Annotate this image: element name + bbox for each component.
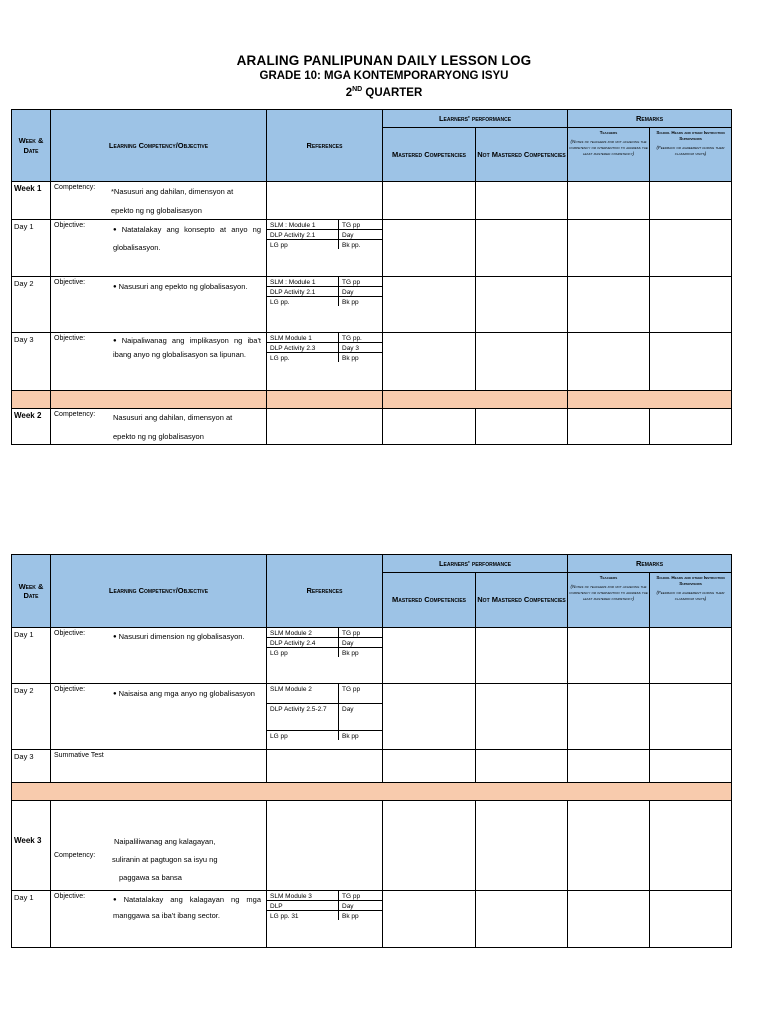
table-row (12, 801, 732, 891)
ref-item: DLP Activity 2.5-2.7 (267, 703, 339, 730)
competency-line: paggawa sa bansa (119, 873, 182, 882)
references-cell (267, 628, 383, 684)
ref-item: TG pp (339, 220, 383, 230)
day-label: Day 2 (12, 277, 51, 333)
teachers-note: (Notes of teachers for not achieving the competency or intervention to address the least mastered competency) (569, 139, 648, 157)
competency-line: epekto ng ng globalisasyon (113, 432, 204, 441)
ref-item: Bk pp (342, 732, 359, 740)
ref-item: Day (339, 638, 383, 648)
ref-item: TG pp (339, 684, 383, 703)
ref-item: Day (339, 901, 383, 911)
objective-value: Natatalakay ang konsepto at anyo ng globalisasyon. (113, 225, 261, 252)
ref-item: LG pp. 31 (267, 911, 339, 921)
ref-item: Bk pp (342, 355, 359, 362)
ref-item: DLP Activity 2.3 (267, 343, 339, 353)
header-week-date: Week & Date (12, 110, 51, 182)
day-label: Day 3 (12, 333, 51, 391)
objective-cell (51, 628, 267, 684)
summative-test-label: Summative Test (54, 752, 104, 759)
heads-note: (Feedback or agreement during their classroom visits) (656, 590, 725, 602)
day-label: Day 1 (12, 891, 51, 948)
header-not-mastered: Not Mastered Competencies (476, 128, 568, 182)
objective-cell (51, 277, 267, 333)
competency-cell (51, 182, 267, 220)
objective-text (113, 628, 261, 646)
table-row (12, 333, 732, 391)
teachers-label: Teachers (599, 130, 618, 135)
ref-item: TG pp (339, 628, 383, 638)
day-label: Day 1 (12, 628, 51, 684)
ref-item: Bk pp (342, 913, 359, 920)
ref-item: SLM Module 3 (267, 891, 339, 901)
ref-item: Day (339, 703, 383, 730)
ref-item: SLM Module 1 (267, 333, 339, 343)
competency-cell (51, 409, 267, 445)
header-mastered: Mastered Competencies (383, 128, 476, 182)
bullet-icon (113, 225, 122, 234)
ref-item: DLP Activity 2.4 (267, 638, 339, 648)
objective-cell (51, 684, 267, 750)
ref-item: LG pp (267, 648, 339, 658)
header-references: References (267, 110, 383, 182)
header-teachers (568, 573, 650, 628)
competency-line: *Nasusuri ang dahilan, dimensyon at (111, 187, 234, 196)
objective-label: Objective: (54, 893, 86, 900)
competency-text (113, 408, 261, 446)
header-learners-performance: Learners' performance (383, 110, 568, 128)
references-cell (267, 684, 383, 750)
table-row (12, 220, 732, 277)
week-label: Week 1 (12, 182, 51, 220)
table-row (12, 750, 732, 783)
day-label: Day 2 (12, 684, 51, 750)
header-competency: Learning Competency/Objective (51, 110, 267, 182)
ref-item: LG pp (267, 730, 339, 740)
ref-item: Bk pp. (342, 242, 361, 249)
teachers-note: (Notes of teachers for not achieving the competency or intervention to address the least mastered competency) (569, 584, 648, 602)
objective-value: Naipaliwanag ang implikasyon ng iba't ibang anyo ng globalisasyon sa lipunan. (113, 336, 261, 359)
week-label: Week 3 (12, 801, 51, 891)
objective-label: Objective: (54, 686, 86, 693)
header-references: References (267, 555, 383, 628)
objective-text (113, 221, 261, 257)
objective-label: Objective: (54, 222, 86, 229)
objective-cell (51, 220, 267, 277)
header-competency: Learning Competency/Objective (51, 555, 267, 628)
heads-label: School Heads and other Instruction Supervisors (656, 130, 725, 142)
ref-item: SLM Module 2 (267, 628, 339, 638)
header-teachers (568, 128, 650, 182)
competency-cell (51, 801, 267, 891)
lesson-log-table-2 (11, 554, 732, 948)
competency-label: Competency: (54, 411, 96, 418)
references-cell (267, 220, 383, 277)
teachers-label: Teachers (599, 575, 618, 580)
summative-cell (51, 750, 267, 783)
competency-label: Competency: (54, 852, 96, 859)
ref-item: LG pp. (267, 353, 339, 363)
table-row (12, 409, 732, 445)
ref-item: SLM Module 2 (267, 684, 339, 703)
quarter-subtitle (0, 86, 768, 99)
competency-line: Nasusuri ang dahilan, dimensyon at (113, 413, 233, 422)
objective-label: Objective: (54, 279, 86, 286)
ref-item: DLP Activity 2.1 (267, 230, 339, 240)
objective-text (113, 892, 261, 924)
objective-value: Nasusuri dimension ng globalisasyon. (118, 632, 245, 641)
competency-text (111, 182, 261, 220)
ref-item: TG pp (339, 891, 383, 901)
ref-item: TG pp (339, 277, 383, 287)
table-row (12, 891, 732, 948)
ref-item: Day (339, 230, 383, 240)
header-mastered: Mastered Competencies (383, 573, 476, 628)
references-cell (267, 333, 383, 391)
objective-value: Naisaisa ang mga anyo ng globalisasyon (118, 689, 255, 698)
quarter-number: 2 (345, 86, 353, 99)
separator-row (12, 391, 732, 409)
heads-label: School Heads and other Instruction Supervisors (656, 575, 725, 587)
ref-item: SLM : Module 1 (267, 220, 339, 230)
ref-item: LG pp (267, 240, 339, 250)
objective-value: Nasusuri ang epekto ng globalisasyon. (118, 282, 248, 291)
header-week-date: Week & Date (12, 555, 51, 628)
heads-note: (Feedback or agreement during their classroom visits) (656, 145, 725, 157)
table-row (12, 182, 732, 220)
header-school-heads (650, 128, 732, 182)
header-remarks: Remarks (568, 110, 732, 128)
ref-item: Bk pp (342, 299, 359, 306)
competency-line: Naipaliliwanag ang kalagayan, (114, 837, 216, 846)
competency-text (112, 833, 261, 887)
ref-item: Bk pp (342, 650, 359, 657)
header-remarks: Remarks (568, 555, 732, 573)
objective-label: Objective: (54, 630, 86, 637)
ref-item: TG pp. (339, 333, 383, 343)
competency-line: epekto ng ng globalisasyon (111, 206, 202, 215)
table-row (12, 277, 732, 333)
ref-item: DLP (267, 901, 339, 911)
competency-line: suliranin at pagtugon sa isyu ng (112, 855, 218, 864)
grade-subtitle: GRADE 10: MGA KONTEMPORARYONG ISYU (259, 70, 509, 82)
bullet-icon (113, 895, 124, 904)
objective-text (113, 334, 261, 362)
objective-value: Natatalakay ang kalagayan ng mga manggawa sa iba't ibang sector. (113, 895, 261, 920)
references-cell (267, 891, 383, 948)
competency-label: Competency: (54, 184, 96, 191)
document-title: ARALING PANLIPUNAN DAILY LESSON LOG (236, 53, 532, 68)
header-learners-performance: Learners' performance (383, 555, 568, 573)
quarter-ordinal: ND (352, 86, 363, 93)
day-label: Day 3 (12, 750, 51, 783)
ref-item: SLM : Module 1 (267, 277, 339, 287)
bullet-icon (113, 336, 122, 345)
objective-text (113, 278, 261, 296)
objective-label: Objective: (54, 335, 86, 342)
quarter-word: QUARTER (365, 86, 423, 99)
week-label: Week 2 (12, 409, 51, 445)
ref-item: LG pp. (267, 297, 339, 307)
header-not-mastered: Not Mastered Competencies (476, 573, 568, 628)
table-row (12, 684, 732, 750)
objective-text (113, 685, 261, 703)
ref-item: Day (339, 287, 383, 297)
separator-row (12, 783, 732, 801)
references-cell (267, 277, 383, 333)
header-school-heads (650, 573, 732, 628)
ref-item: Day 3 (339, 343, 383, 353)
table-row (12, 628, 732, 684)
ref-item: DLP Activity 2.1 (267, 287, 339, 297)
lesson-log-table-1 (11, 109, 732, 445)
day-label: Day 1 (12, 220, 51, 277)
objective-cell (51, 891, 267, 948)
objective-cell (51, 333, 267, 391)
